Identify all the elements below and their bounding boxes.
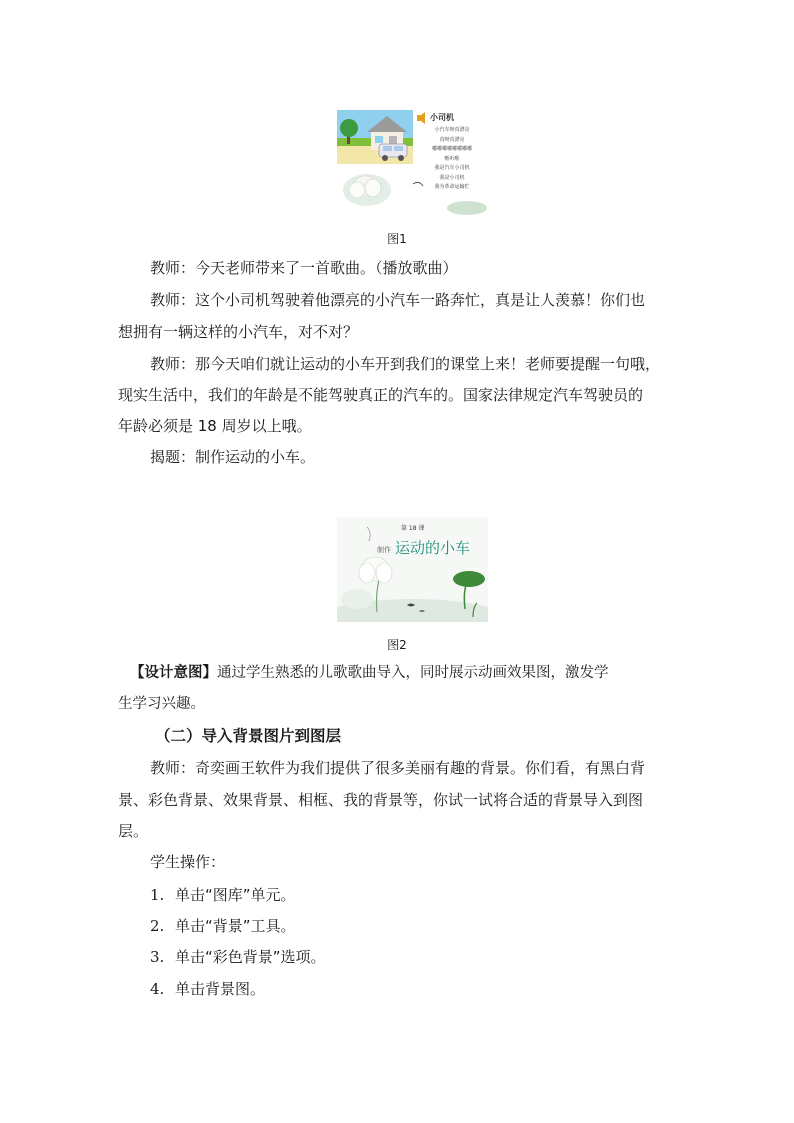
lyric-line: 我是汽车小司机: [434, 165, 470, 171]
figure-1-caption: 图1: [387, 232, 407, 246]
paragraph-3-line-2: 现实生活中，我们的年龄是不能驾驶真正的汽车的。国家法律规定汽车驾驶员的: [118, 386, 644, 404]
lesson-number: 第 18 课: [401, 525, 425, 532]
design-intent-line-2: 生学习兴趣。: [118, 696, 205, 712]
figure-2-illustration: [337, 517, 488, 622]
design-intent-label: 【设计意图】: [130, 664, 217, 681]
paragraph-3-line-1: 教师：那今天咱们就让运动的小车开到我们的课堂上来！老师要提醒一句哦，: [150, 355, 661, 373]
step-item: [150, 915, 296, 936]
figure-2-image: [337, 517, 488, 622]
step-item: [150, 946, 326, 967]
paragraph-2-line-2: 想拥有一辆这样的小汽车，对不对？: [118, 323, 359, 341]
section-heading: （二）导入背景图片到图层: [155, 727, 342, 745]
lesson-title: 运动的小车: [395, 539, 471, 557]
lyric-line: 真呀真漂亮: [439, 136, 465, 143]
song-title: 小司机: [430, 113, 454, 122]
paragraph-2-line-1: 教师：这个小司机驾驶着他漂亮的小汽车一路奔忙，真是让人羡慕！你们也: [150, 291, 646, 309]
paragraph-5-line-3: 层。: [118, 822, 149, 840]
figure-1-image: [337, 110, 488, 216]
song-lyrics: [417, 126, 487, 193]
lyric-line: 我是小司机: [439, 174, 465, 181]
design-intent-text: 通过学生熟悉的儿歌歌曲导入，同时展示动画效果图，激发学: [217, 665, 609, 681]
paragraph-5-line-2: 景、彩色背景、效果背景、相框、我的背景等，你试一试将合适的背景导入到图: [118, 791, 644, 809]
design-intent-line-1: [130, 663, 609, 683]
step-number: 4.: [150, 980, 165, 998]
step-number: 3.: [150, 948, 165, 966]
lyric-line: 哳叭哳: [444, 155, 460, 162]
step-text: 单击“图库”单元。: [175, 886, 296, 904]
lesson-title-prefix: 制作: [377, 546, 391, 554]
lyric-line: 我为革命运输忙: [434, 184, 470, 190]
paragraph-1: 教师：今天老师带来了一首歌曲。（播放歌曲）: [150, 259, 458, 277]
paragraph-3-line-3: 年龄必须是 18 周岁以上哦。: [118, 417, 312, 435]
paragraph-6: 学生操作：: [150, 853, 226, 871]
step-item: [150, 884, 296, 905]
step-text: 单击“彩色背景”选项。: [175, 948, 326, 966]
lyric-line: 小汽车呀真漂亮: [434, 127, 470, 133]
lyric-line: 嘟嘟嘟嘟嘟嘟嘟嘟: [431, 146, 472, 152]
step-text: 单击“背景”工具。: [175, 917, 296, 935]
step-number: 2.: [150, 917, 165, 935]
paragraph-5-line-1: 教师：奇奕画王软件为我们提供了很多美丽有趣的背景。你们看，有黑白背: [150, 759, 646, 777]
step-item: [150, 978, 265, 999]
paragraph-4: 揭题：制作运动的小车。: [150, 448, 316, 466]
figure-2-caption: 图2: [387, 638, 407, 652]
step-number: 1.: [150, 886, 165, 904]
step-text: 单击背景图。: [175, 980, 266, 998]
